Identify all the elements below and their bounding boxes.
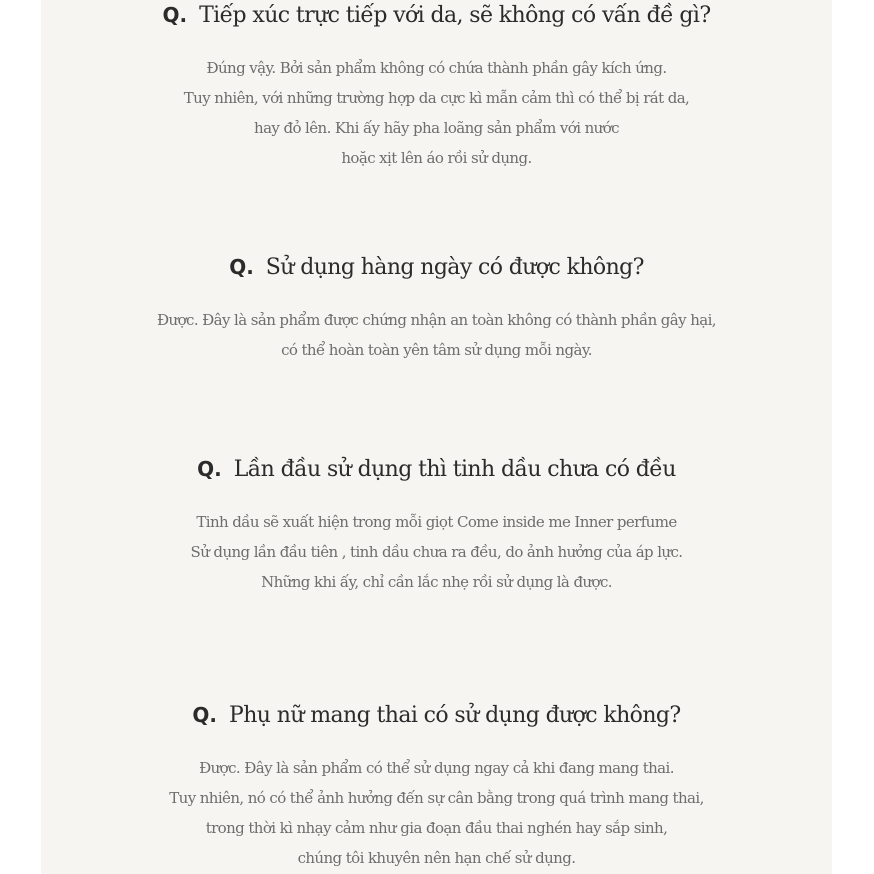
faq-answer	[41, 753, 832, 873]
faq-question	[41, 454, 832, 485]
faq-item	[41, 0, 832, 173]
answer-line: Sử dụng lần đầu tiên , tinh dầu chưa ra đều, do ảnh hưởng của áp lực.	[190, 543, 683, 561]
faq-question	[41, 252, 832, 283]
q-marker: Q.	[162, 3, 188, 27]
faq-item	[41, 700, 832, 873]
faq-item	[41, 454, 832, 597]
answer-line: Tinh dầu sẽ xuất hiện trong mỗi giọt Come inside me Inner perfume	[196, 513, 677, 531]
question-text: Tiếp xúc trực tiếp với da, sẽ không có vấn đề gì?	[199, 3, 711, 28]
answer-line: Tuy nhiên, với những trường hợp da cực kì mẫn cảm thì có thể bị rát da,	[183, 89, 690, 107]
answer-line: hay đỏ lên. Khi ấy hãy pha loãng sản phẩm với nước	[254, 119, 619, 137]
q-marker: Q.	[197, 457, 222, 481]
answer-line: hoặc xịt lên áo rồi sử dụng.	[341, 149, 532, 167]
answer-line: chúng tôi khuyên nên hạn chế sử dụng.	[297, 849, 576, 867]
question-text: Phụ nữ mang thai có sử dụng được không?	[229, 703, 681, 728]
question-text: Sử dụng hàng ngày có được không?	[265, 255, 644, 280]
faq-answer	[41, 305, 832, 365]
answer-line: Được. Đây là sản phẩm được chứng nhận an toàn không có thành phần gây hại,	[157, 311, 716, 329]
q-marker: Q.	[229, 255, 254, 279]
faq-answer	[41, 507, 832, 597]
answer-line: có thể hoàn toàn yên tâm sử dụng mỗi ngày.	[281, 341, 592, 359]
question-text: Lần đầu sử dụng thì tinh dầu chưa có đều	[233, 457, 676, 482]
q-marker: Q.	[192, 703, 218, 727]
faq-item	[41, 252, 832, 365]
answer-line: Được. Đây là sản phẩm có thể sử dụng ngay cả khi đang mang thai.	[199, 759, 674, 777]
faq-answer	[41, 53, 832, 173]
answer-line: Tuy nhiên, nó có thể ảnh hưởng đến sự cân bằng trong quá trình mang thai,	[169, 789, 704, 807]
answer-line: Đúng vậy. Bởi sản phẩm không có chứa thành phần gây kích ứng.	[206, 59, 667, 77]
answer-line: trong thời kì nhạy cảm như gia đoạn đầu thai nghén hay sắp sinh,	[205, 819, 668, 837]
faq-question	[41, 700, 832, 731]
faq-panel	[41, 0, 832, 874]
answer-line: Những khi ấy, chỉ cần lắc nhẹ rồi sử dụng là được.	[261, 573, 612, 591]
faq-question	[41, 0, 832, 31]
